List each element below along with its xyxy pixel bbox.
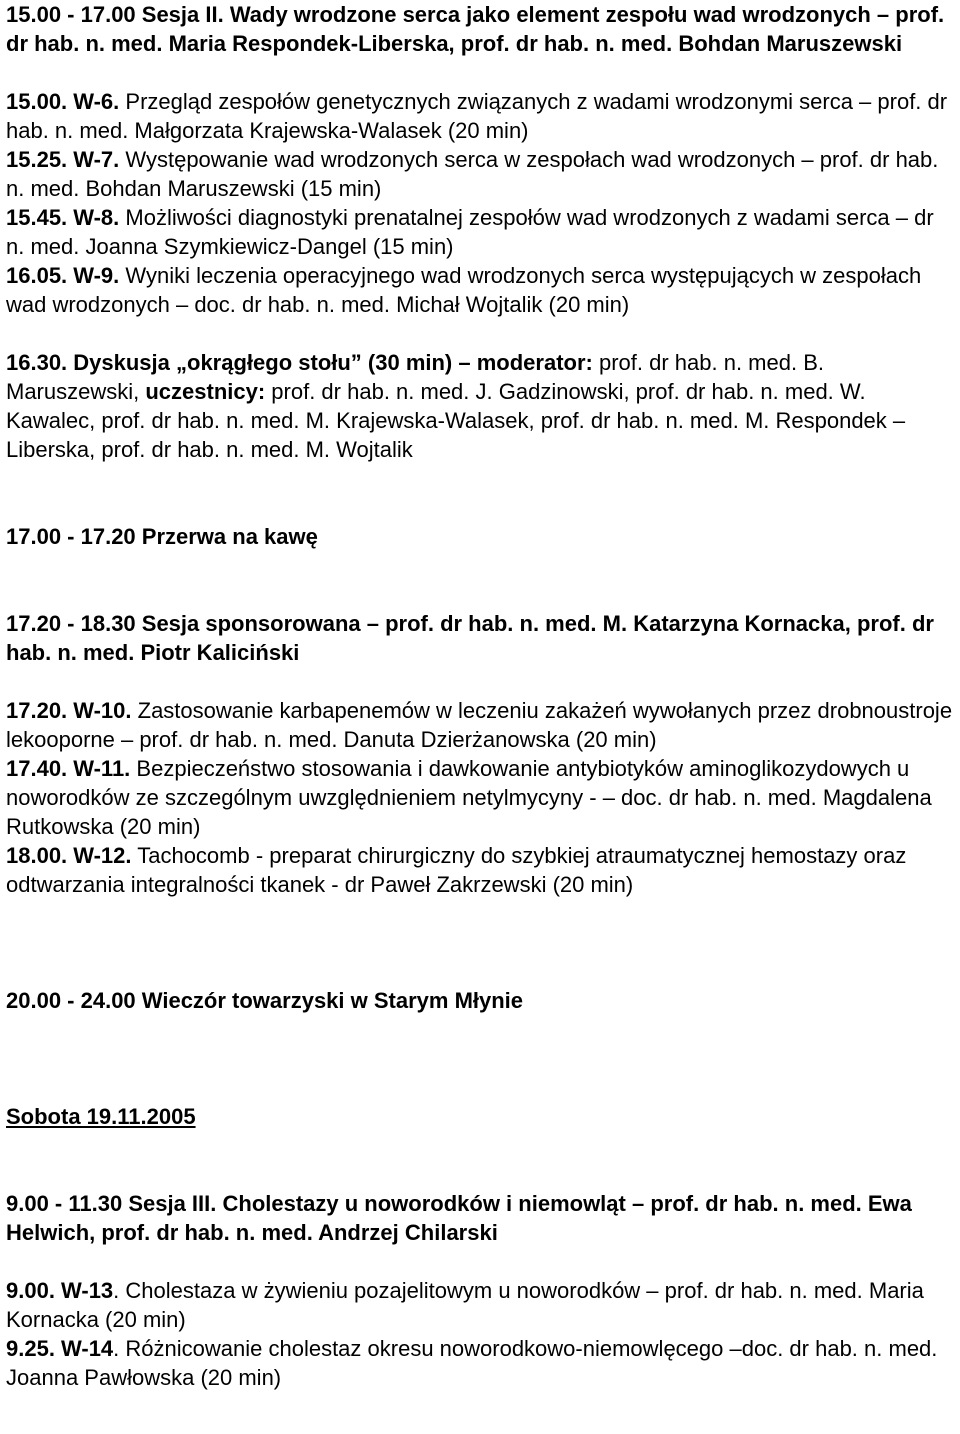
session-2-header: 15.00 - 17.00 Sesja II. Wady wrodzone serca jako element zespołu wad wrodzonych – prof. dr hab. n. med. Maria Respondek-Liberska, prof. dr hab. n. med. Bohdan Maruszewski <box>6 2 945 56</box>
talk-code: 16.05. W-9. <box>6 263 120 288</box>
talk-text: Zastosowanie karbapenemów w leczeniu zakażeń wywołanych przez drobnoustroje lekooporne – prof. dr hab. n. med. Danuta Dzierżanowska (20 min) <box>6 698 953 752</box>
talk-code: 15.25. W-7. <box>6 147 120 172</box>
talk-w12 <box>6 841 956 899</box>
talk-code: 15.00. W-6. <box>6 89 120 114</box>
talk-code: 9.25. W-14 <box>6 1336 114 1361</box>
talk-text: Bezpieczeństwo stosowania i dawkowanie antybiotyków aminoglikozydowych u noworodków ze szczególnym uwzględnieniem netylmycyny - – doc. dr hab. n. med. Magdalena Rutkowska (20 min) <box>6 756 932 839</box>
talk-w8 <box>6 203 956 261</box>
talk-code: 17.40. W-11. <box>6 756 131 781</box>
talk-text: Możliwości diagnostyki prenatalnej zespołów wad wrodzonych z wadami serca – dr n. med. Joanna Szymkiewicz-Dangel (15 min) <box>6 205 934 259</box>
evening-event: 20.00 - 24.00 Wieczór towarzyski w Starym Młynie <box>6 988 524 1013</box>
discussion-participants: prof. dr hab. n. med. J. Gadzinowski, prof. dr hab. n. med. W. Kawalec, prof. dr hab. n. med. M. Krajewska-Walasek, prof. dr hab. n. med. M. Respondek – Liberska, prof. dr hab. n. med. M. Wojtalik <box>6 379 906 462</box>
talk-text: Tachocomb - preparat chirurgiczny do szybkiej atraumatycznej hemostazy oraz odtwarzania integralności tkanek - dr Paweł Zakrzewski (20 min) <box>6 843 907 897</box>
talk-code: 17.20. W-10. <box>6 698 132 723</box>
day-heading: Sobota 19.11.2005 <box>6 1104 196 1129</box>
sponsored-session-header: 17.20 - 18.30 Sesja sponsorowana – prof. dr hab. n. med. M. Katarzyna Kornacka, prof. dr hab. n. med. Piotr Kaliciński <box>6 611 934 665</box>
talk-text: . Cholestaza w żywieniu pozajelitowym u noworodków – prof. dr hab. n. med. Maria Kornacka (20 min) <box>6 1278 924 1332</box>
talk-w6 <box>6 87 956 145</box>
discussion-moderator: prof. dr hab. n. med. B. Maruszewski, <box>6 350 824 404</box>
talk-code: 18.00. W-12. <box>6 843 132 868</box>
session-3-header: 9.00 - 11.30 Sesja III. Cholestazy u noworodków i niemowląt – prof. dr hab. n. med. Ewa Helwich, prof. dr hab. n. med. Andrzej Chilarski <box>6 1191 912 1245</box>
talk-code: 9.00. W-13 <box>6 1278 114 1303</box>
talk-w14 <box>6 1334 956 1392</box>
talk-w9 <box>6 261 956 319</box>
discussion-title: 16.30. Dyskusja „okrągłego stołu” (30 min) – moderator: <box>6 350 593 375</box>
talk-w11 <box>6 754 956 841</box>
talk-w10 <box>6 696 956 754</box>
round-table-discussion <box>6 348 956 464</box>
talk-text: Występowanie wad wrodzonych serca w zespołach wad wrodzonych – prof. dr hab. n. med. Bohdan Maruszewski (15 min) <box>6 147 939 201</box>
talk-w7 <box>6 145 956 203</box>
talk-text: Przegląd zespołów genetycznych związanych z wadami wrodzonymi serca – prof. dr hab. n. med. Małgorzata Krajewska-Walasek (20 min) <box>6 89 948 143</box>
talk-text: Wyniki leczenia operacyjnego wad wrodzonych serca występujących w zespołach wad wrodzonych – doc. dr hab. n. med. Michał Wojtalik (20 min) <box>6 263 922 317</box>
talk-w13 <box>6 1276 956 1334</box>
talk-text: . Różnicowanie cholestaz okresu noworodkowo-niemowlęcego –doc. dr hab. n. med. Joanna Pawłowska (20 min) <box>6 1336 938 1390</box>
discussion-participants-label: uczestnicy: <box>145 379 266 404</box>
coffee-break: 17.00 - 17.20 Przerwa na kawę <box>6 524 318 549</box>
talk-code: 15.45. W-8. <box>6 205 120 230</box>
